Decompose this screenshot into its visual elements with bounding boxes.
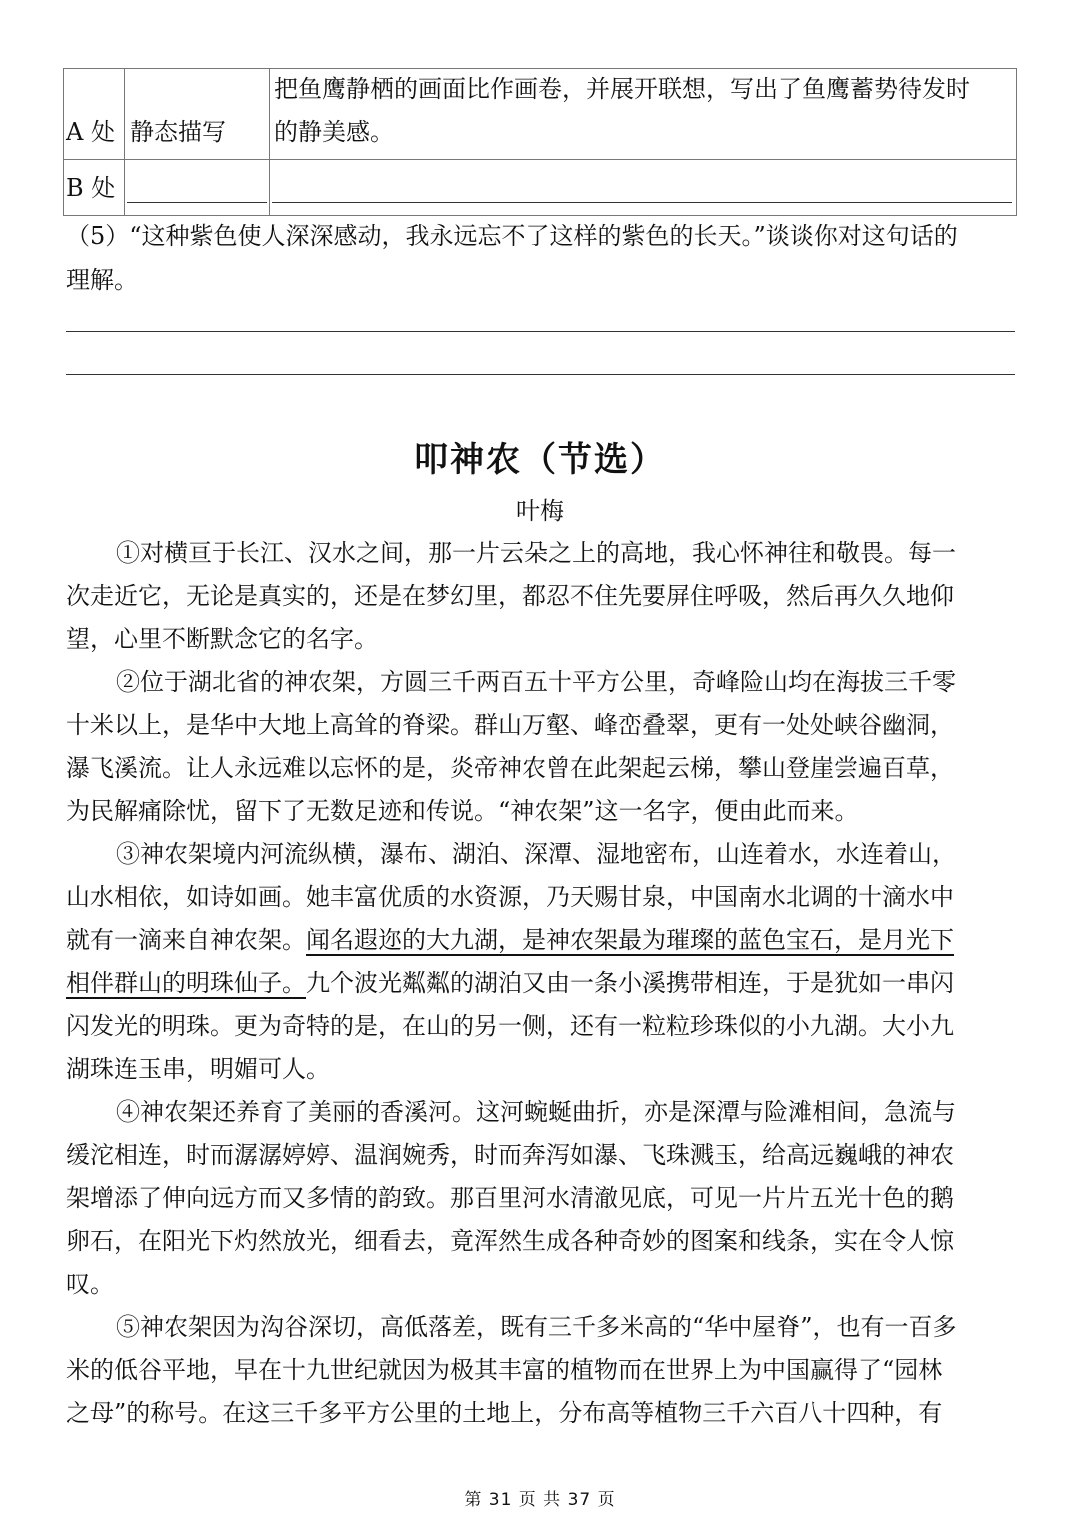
paragraph-line: 为民解痛除忧，留下了无数足迹和传说。“神农架”这一名字，便由此而来。 <box>66 797 859 825</box>
paragraph-line: ④神农架还养育了美丽的香溪河。这河蜿蜒曲折，亦是深潭与险滩相间，急流与 <box>116 1098 956 1126</box>
row-b-type-blank[interactable] <box>127 202 267 203</box>
article-title: 叩神农（节选） <box>414 440 666 480</box>
row-a-analysis-line2: 的静美感。 <box>274 118 394 146</box>
answer-table <box>63 68 1017 216</box>
question-5-line1: （5）“这种紫色使人深深感动，我永远忘不了这样的紫色的长天。”谈谈你对这句话的 <box>66 222 958 250</box>
underlined-sentence: 相伴群山的明珠仙子。 <box>66 969 306 997</box>
line-segment: 就有一滴来自神农架。 <box>66 926 306 954</box>
paragraph-line: 架增添了伸向远方而又多情的韵致。那百里河水清澈见底，可见一片片五光十色的鹅 <box>66 1184 954 1212</box>
paragraph-line: 湖珠连玉串，明媚可人。 <box>66 1055 330 1083</box>
answer-line[interactable] <box>66 374 1015 375</box>
paragraph-line: ③神农架境内河流纵横，瀑布、湖泊、深潭、湿地密布，山连着水，水连着山， <box>116 840 956 868</box>
paragraph-line: 十米以上，是华中大地上高耸的脊梁。群山万壑、峰峦叠翠，更有一处处峡谷幽洞， <box>66 711 954 739</box>
table-divider <box>64 159 1016 160</box>
paragraph-line: 山水相依，如诗如画。她丰富优质的水资源，乃天赐甘泉，中国南水北调的十滴水中 <box>66 883 954 911</box>
paragraph-line <box>66 961 954 1005</box>
paragraph-line: ②位于湖北省的神农架，方圆三千两百五十平方公里，奇峰险山均在海拔三千零 <box>116 668 956 696</box>
article-author: 叶梅 <box>516 497 564 525</box>
paragraph-line: 次走近它，无论是真实的，还是在梦幻里，都忍不住先要屏住呼吸，然后再久久地仰 <box>66 582 954 610</box>
underlined-sentence: 闻名遐迩的大九湖，是神农架最为璀璨的蓝色宝石，是月光下 <box>306 926 954 954</box>
row-a-label: A 处 <box>66 118 115 146</box>
row-b-analysis-blank[interactable] <box>272 202 1012 203</box>
row-b-label: B 处 <box>66 174 116 202</box>
table-divider <box>124 69 125 215</box>
paragraph-line: 瀑飞溪流。让人永远难以忘怀的是，炎帝神农曾在此架起云梯，攀山登崖尝遍百草， <box>66 754 954 782</box>
paragraph-line <box>66 918 954 962</box>
paragraph-line: ①对横亘于长江、汉水之间，那一片云朵之上的高地，我心怀神往和敬畏。每一 <box>116 539 956 567</box>
row-a-type: 静态描写 <box>130 118 226 146</box>
row-a-analysis-line1: 把鱼鹰静栖的画面比作画卷，并展开联想，写出了鱼鹰蓄势待发时 <box>274 75 970 103</box>
table-divider <box>269 69 270 215</box>
paragraph-line: 望，心里不断默念它的名字。 <box>66 625 378 653</box>
page-number: 第 31 页 共 37 页 <box>464 1490 616 1510</box>
paragraph-line: 闪发光的明珠。更为奇特的是，在山的另一侧，还有一粒粒珍珠似的小九湖。大小九 <box>66 1012 954 1040</box>
paragraph-line: 之母”的称号。在这三千多平方公里的土地上，分布高等植物三千六百八十四种，有 <box>66 1399 943 1427</box>
line-segment: 九个波光粼粼的湖泊又由一条小溪携带相连，于是犹如一串闪 <box>306 969 954 997</box>
paragraph-line: 缓沱相连，时而潺潺婷婷、温润婉秀，时而奔泻如瀑、飞珠溅玉，给高远巍峨的神农 <box>66 1141 954 1169</box>
answer-line[interactable] <box>66 331 1015 332</box>
paragraph-line: 叹。 <box>66 1270 114 1298</box>
paragraph-line: ⑤神农架因为沟谷深切，高低落差，既有三千多米高的“华中屋脊”，也有一百多 <box>116 1313 957 1341</box>
paragraph-line: 卵石，在阳光下灼然放光，细看去，竟浑然生成各种奇妙的图案和线条，实在令人惊 <box>66 1227 954 1255</box>
paragraph-line: 米的低谷平地，早在十九世纪就因为极其丰富的植物而在世界上为中国赢得了“园林 <box>66 1356 943 1384</box>
question-5-line2: 理解。 <box>66 266 138 294</box>
